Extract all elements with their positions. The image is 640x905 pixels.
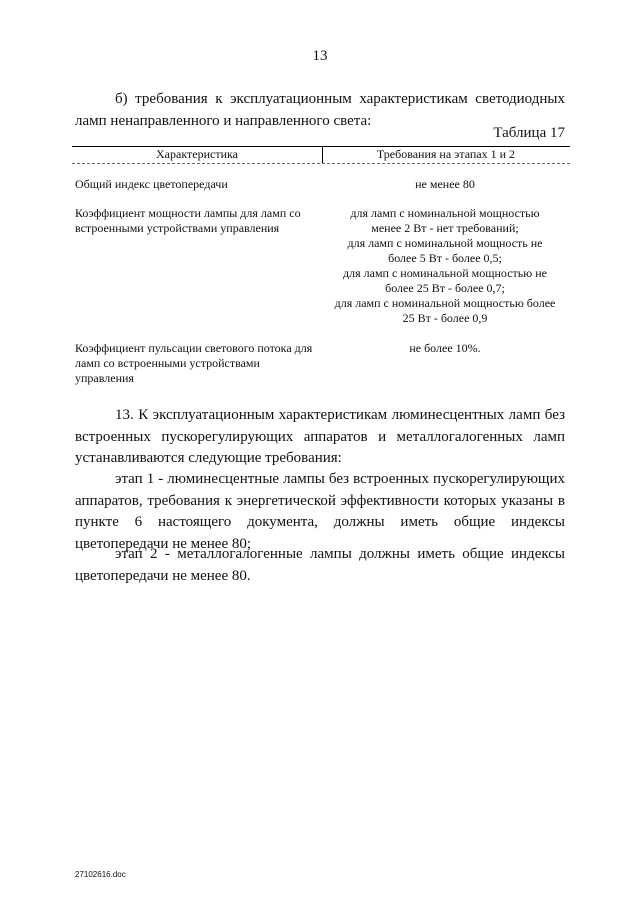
table-header-characteristic: Характеристика xyxy=(156,147,238,161)
table-header-bottom-border xyxy=(72,163,570,164)
table-cell-requirement xyxy=(325,341,565,356)
requirement-line: более 25 Вт - более 0,7; xyxy=(385,281,505,295)
intro-paragraph: б) требования к эксплуатационным характеристикам светодиодных ламп ненаправленного и направленного света: xyxy=(75,91,565,129)
page-number: 13 xyxy=(312,48,328,64)
paragraph-13: 13. К эксплуатационным характеристикам люминесцентных ламп без встроенных пускорегулирующих аппаратов и металлогалогенных ламп устанавливаются следующие требования: xyxy=(75,407,565,466)
table-cell-requirement xyxy=(325,206,565,326)
requirement-line: для ламп с номинальной мощностью более xyxy=(334,296,556,310)
table-cell-characteristic: Коэффициент мощности лампы для ламп со встроенными устройствами управления xyxy=(75,206,301,235)
requirement-line: для ламп с номинальной мощностью xyxy=(350,206,540,220)
footer-filename: 27102616.doc xyxy=(75,870,126,879)
table-caption: Таблица 17 xyxy=(493,125,565,141)
requirement-line: 25 Вт - более 0,9 xyxy=(402,311,488,325)
table-cell-requirement xyxy=(325,177,565,192)
requirement-line: не более 10%. xyxy=(409,341,481,355)
table-cell-characteristic: Общий индекс цветопередачи xyxy=(75,177,228,191)
paragraph-stage-1: этап 1 - люминесцентные лампы без встроенных пускорегулирующих аппаратов, требования к энергетической эффективности которых указаны в пункте 6 настоящего документа, должны иметь общие индексы цветопередачи не менее 80; xyxy=(75,471,565,552)
table-cell-characteristic: Коэффициент пульсации светового потока для ламп со встроенными устройствами управления xyxy=(75,341,313,385)
requirement-line: для ламп с номинальной мощность не xyxy=(347,236,543,250)
requirement-line: для ламп с номинальной мощностью не xyxy=(343,266,547,280)
requirement-line: более 5 Вт - более 0,5; xyxy=(388,251,502,265)
table-header-requirements: Требования на этапах 1 и 2 xyxy=(376,147,516,161)
paragraph-stage-2: этап 2 - металлогалогенные лампы должны иметь общие индексы цветопередачи не менее 80. xyxy=(75,546,565,584)
requirement-line: не менее 80 xyxy=(415,177,475,191)
requirement-line: менее 2 Вт - нет требований; xyxy=(371,221,519,235)
